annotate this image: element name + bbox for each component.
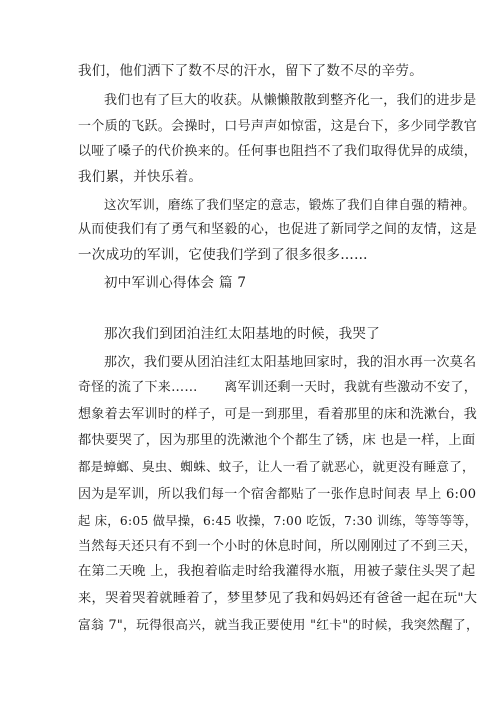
text-line: 从而使我们有了勇气和坚毅的心，也促进了新同学之间的友情，这是: [78, 222, 478, 237]
text-line: 当然每天还只有不到一个小时的休息时间，所以刚刚过了不到三天，: [78, 539, 478, 554]
text-line: 我们，他们洒下了数不尽的汗水，留下了数不尽的辛劳。: [78, 63, 423, 79]
text-line: 来，哭着哭着就睡着了，梦里梦见了我和妈妈还有爸爸一起在玩"大: [78, 591, 478, 606]
article-subtitle: 那次我们到团泊洼红太阳基地的时候，我哭了: [104, 326, 380, 342]
text-line: 因为是军训，所以我们每一个宿舍都贴了一张作息时间表 早上 6:00: [78, 487, 477, 502]
section-title: 初中军训心得体会 篇 7: [104, 275, 247, 291]
text-line: 这次军训，磨练了我们坚定的意志，锻炼了我们自律自强的精神。: [104, 197, 476, 212]
text-line: 一次成功的军训，它使我们学到了很多很多……: [78, 247, 368, 263]
text-line: 想象着去军训时的样子，可是一到那里，看着那里的床和洗漱台，我: [78, 407, 478, 422]
text-line: 以哑了嗓子的代价换来的。任何事也阻挡不了我们取得优异的成绩，: [78, 144, 478, 159]
text-line: 一个质的飞跃。会操时，口号声声如惊雷，这是台下，多少同学教官: [78, 119, 478, 134]
text-line: 都快要哭了，因为那里的洗漱池个个都生了锈，床 也是一样，上面: [78, 433, 476, 448]
text-line: 起 床，6:05 做早操，6:45 收操，7:00 吃饭，7:30 训练，等等等等，: [78, 514, 478, 528]
text-line: 富翁 7"，玩得很高兴，就当我正要使用 "红卡"的时候，我突然醒了，: [78, 618, 480, 633]
text-line: 那次，我们要从团泊洼红太阳基地回家时，我的泪水再一次莫名: [104, 355, 477, 370]
text-line: 都是蟑螂、臭虫、蜘蛛、蚊子，让人一看了就恶心，就更没有睡意了，: [78, 459, 475, 474]
text-line: 我们累，并快乐着。: [78, 169, 203, 185]
text-line: 在第二天晚 上，我抱着临走时给我灌得水瓶，用被子蒙住头哭了起: [78, 564, 476, 579]
text-line: 我们也有了巨大的收获。从懒懒散散到整齐化一，我们的进步是: [104, 93, 477, 108]
text-line: 奇怪的流了下来…… 离军训还剩一天时，我就有些激动不安了，: [78, 380, 478, 395]
